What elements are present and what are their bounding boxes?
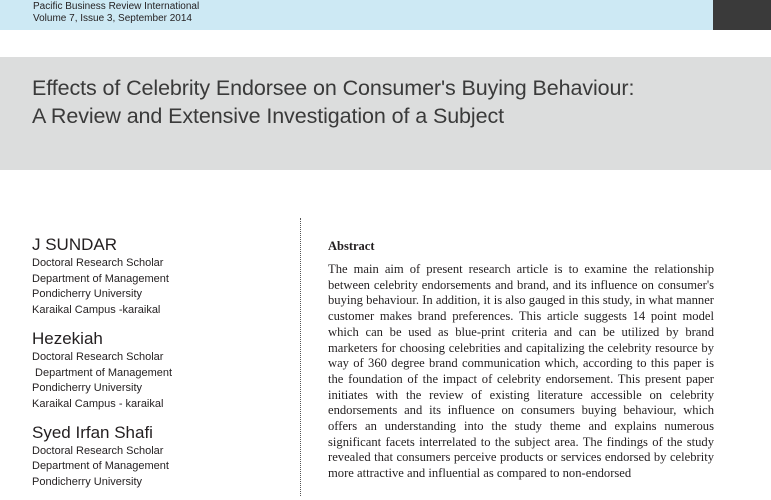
author-affiliation-line: Department of Management xyxy=(32,460,169,473)
author-list xyxy=(32,234,292,500)
author-name: J SUNDAR xyxy=(32,235,118,254)
header-corner-block xyxy=(713,0,771,30)
column-divider xyxy=(300,218,301,496)
author-affiliation-line: Doctoral Research Scholar xyxy=(32,444,164,457)
author-affiliation-line: Department of Management xyxy=(32,272,169,285)
author-name: Hezekiah xyxy=(32,328,103,348)
journal-name: Pacific Business Review International xyxy=(33,1,200,12)
abstract-section xyxy=(328,238,714,482)
abstract-heading: Abstract xyxy=(328,239,375,253)
author-affiliation-line: Department of Management xyxy=(32,366,173,379)
title-band xyxy=(0,57,771,170)
author-affiliation-line: Doctoral Research Scholar xyxy=(32,257,164,269)
author-affiliation-line: Pondicherry University xyxy=(32,382,143,395)
author-block xyxy=(32,422,292,491)
author-affiliation-line: Karaikal Campus - karaikal xyxy=(32,397,164,410)
paper-title-line-2: A Review and Extensive Investigation of a Subject xyxy=(32,104,504,128)
author-block xyxy=(32,234,292,319)
author-affiliation-line: Pondicherry University xyxy=(32,288,143,301)
author-block xyxy=(32,328,292,413)
author-affiliation-line: Doctoral Research Scholar xyxy=(32,350,164,363)
abstract-text: The main aim of present research article is to examine the relationship between celebrity endorsements and brand, and its influence on consumer's buying behaviour. In addition, it is also gauged in this study, in what manner customer makes brand preferences. This article suggests 14 point model which can be used as blue-print criteria and can be utilized by brand marketers for choosing celebrities and capitalizing the celebrity resource by way of 360 degree brand communication which, according to this paper is the foundation of the impact of celebrity endorsement. This present paper initiates with the review of existing literature accessible on celebrity endorsements and its influence on consumers buying behaviour, which offers an understanding into the study theme and explains numerous significant facets interrelated to the subject area. The findings of the study revealed that consumers perceive products or services endorsed by celebrity more attractive and influential as compared to non-endorsed xyxy=(328,262,714,481)
author-affiliation-line: Karaikal Campus -karaikal xyxy=(32,304,161,317)
journal-issue: Volume 7, Issue 3, September 2014 xyxy=(33,13,192,24)
journal-header-band xyxy=(0,0,771,30)
author-name: Syed Irfan Shafi xyxy=(32,422,153,442)
author-affiliation-line: Pondicherry University xyxy=(32,476,143,489)
paper-title-line-1: Effects of Celebrity Endorsee on Consumer's Buying Behaviour: xyxy=(32,76,635,100)
